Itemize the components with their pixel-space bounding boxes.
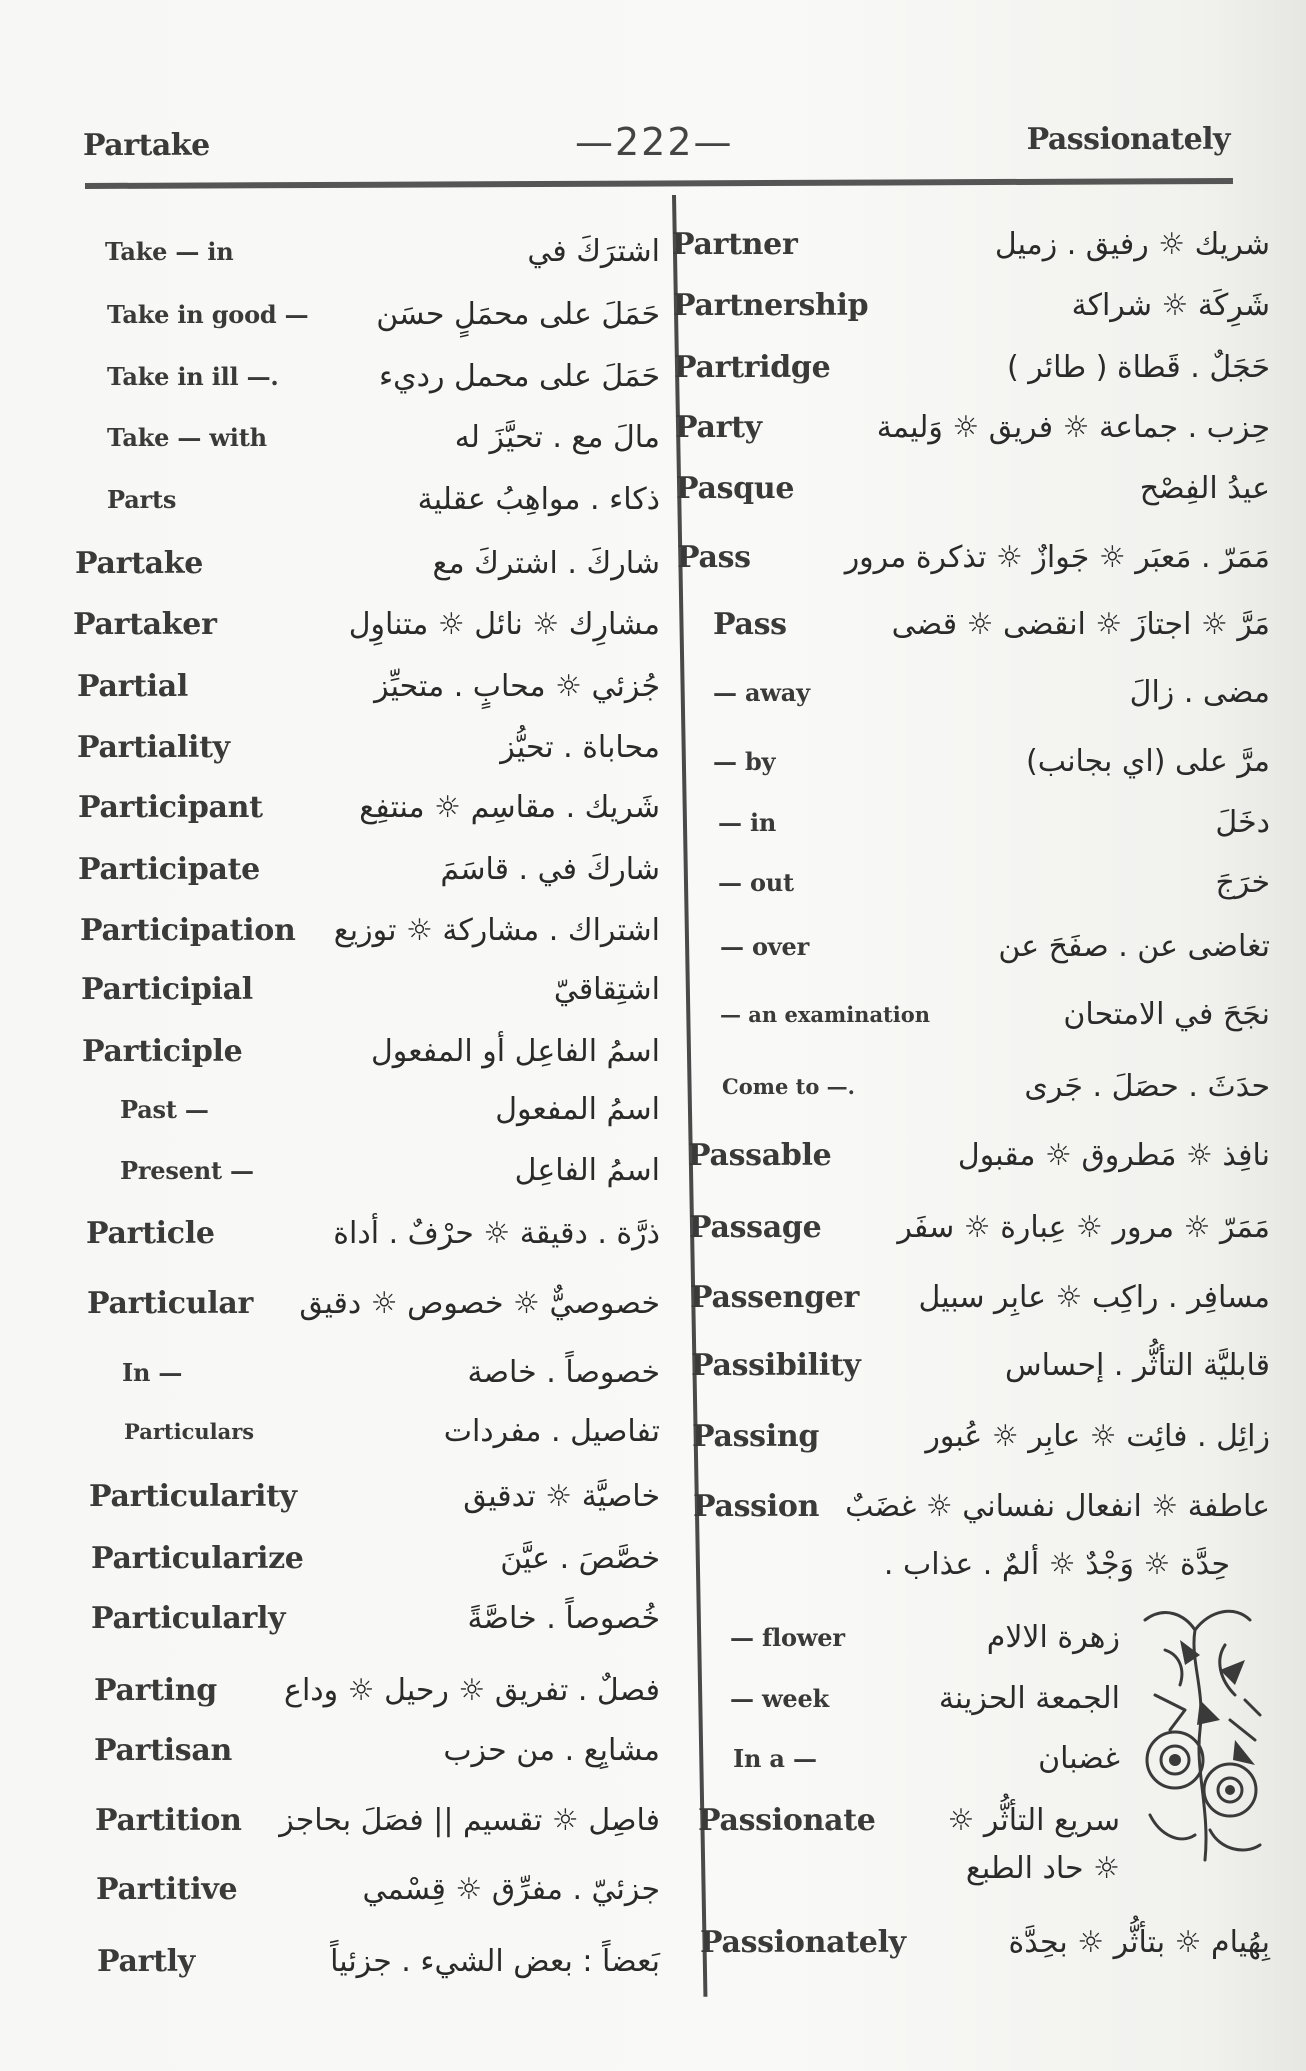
dictionary-entry xyxy=(690,858,1270,906)
headword: Party xyxy=(675,409,762,445)
dictionary-entry xyxy=(0,783,660,831)
dictionary-entry xyxy=(675,403,1270,451)
headword: Passable xyxy=(688,1137,832,1173)
arabic-definition: نجَحَ في الامتحان xyxy=(1063,996,1270,1032)
headword: Parts xyxy=(107,484,177,514)
headword: Partner xyxy=(672,226,798,262)
arabic-definition: زائِل . فائِت ☼ عابِر ☼ عُبور xyxy=(925,1418,1270,1454)
dictionary-entry xyxy=(0,413,660,461)
dictionary-entry xyxy=(0,352,660,400)
arabic-definition: عيدُ الفِصْح xyxy=(1139,470,1270,506)
headword: Participle xyxy=(82,1033,243,1069)
headword: Participial xyxy=(81,971,253,1007)
dictionary-entry xyxy=(690,1203,1270,1251)
headword: — flower xyxy=(730,1622,845,1652)
arabic-definition: مَمَرّ . مَعبَر ☼ جَوازٌ ☼ تذكرة مرور xyxy=(844,539,1270,575)
dictionary-entry xyxy=(690,1540,1270,1588)
arabic-definition: خصَّصَ . عيَّنَ xyxy=(500,1540,660,1576)
dictionary-entry xyxy=(673,281,1270,329)
dictionary-entry xyxy=(690,1482,1270,1530)
arabic-definition: جزئيّ . مفرِّق ☼ قِسْمي xyxy=(362,1871,660,1907)
dictionary-entry xyxy=(690,798,1270,846)
dictionary-entry xyxy=(0,1594,660,1642)
headword: Passenger xyxy=(690,1279,860,1315)
headword: Partisan xyxy=(94,1732,232,1768)
arabic-definition: شَريك . مقاسِم ☼ منتفِع xyxy=(359,789,660,825)
dictionary-entry xyxy=(0,475,660,523)
passion-flower-icon xyxy=(1125,1600,1265,1885)
arabic-definition: شاركَ في . قاسَمَ xyxy=(440,851,660,887)
arabic-definition: خصوصاً . خاصة xyxy=(467,1354,660,1390)
headword: Partaker xyxy=(73,606,217,642)
dictionary-entry xyxy=(690,922,1270,970)
arabic-definition: مرَّ على (اي بجانب) xyxy=(1026,743,1270,779)
dictionary-entry xyxy=(0,1209,660,1257)
arabic-definition: بَعضاً : بعض الشيء . جزئياً xyxy=(330,1943,660,1979)
headword: Partake xyxy=(75,545,204,581)
dictionary-entry xyxy=(677,533,1270,581)
dictionary-entry xyxy=(690,737,1270,785)
arabic-definition: اسمُ الفاعِل أو المفعول xyxy=(370,1033,660,1069)
headword: — away xyxy=(713,677,810,707)
arabic-definition: ذرَّة . دقيقة ☼ حرْفٌ . أداة xyxy=(333,1215,660,1251)
arabic-definition: خصوصيٌّ ☼ خصوص ☼ دقيق xyxy=(299,1285,660,1321)
dictionary-entry xyxy=(0,662,660,710)
headword: Passionate xyxy=(698,1802,876,1838)
arabic-definition: ذكاء . مواهِبُ عقلية xyxy=(417,481,660,517)
arabic-definition: تفاصيل . مفردات xyxy=(443,1413,660,1449)
headword: Come to —. xyxy=(722,1073,855,1099)
dictionary-entry xyxy=(0,290,660,338)
arabic-definition: شريك ☼ رفيق . زميل xyxy=(994,226,1270,262)
arabic-definition: اسمُ المفعول xyxy=(495,1091,660,1127)
arabic-definition: حِدَّة ☼ وَجْدٌ ☼ ألمٌ . عذاب . xyxy=(883,1546,1230,1582)
arabic-definition: اشتراك . مشاركة ☼ توزيع xyxy=(333,912,660,948)
arabic-definition: مسافِر . راكِب ☼ عابِر سبيل xyxy=(918,1279,1270,1315)
headword: Passing xyxy=(692,1418,820,1454)
dictionary-entry xyxy=(690,1131,1270,1179)
arabic-definition: حدَثَ . حصَلَ . جَرى xyxy=(1024,1068,1270,1104)
arabic-definition: خُصوصاً . خاصَّةً xyxy=(467,1600,660,1636)
headword: Passibility xyxy=(691,1347,861,1383)
left-guide-word: Partake xyxy=(83,128,210,163)
arabic-definition: حَمَلَ على محمل رديء xyxy=(379,358,660,394)
dictionary-entry xyxy=(690,1273,1270,1321)
arabic-definition: قابليَّة التأثُّر . إحساس xyxy=(1004,1347,1270,1383)
arabic-definition: فصلٌ . تفريق ☼ رحيل ☼ وداع xyxy=(284,1672,660,1708)
arabic-definition: فاصِل ☼ تقسيم || فصَلَ بحاجز xyxy=(279,1802,660,1838)
headword: — over xyxy=(720,931,810,961)
dictionary-entry xyxy=(690,1412,1270,1460)
arabic-definition: بِهُيام ☼ بتأثُّر ☼ بحِدَّة xyxy=(1008,1924,1270,1960)
headword: Pass xyxy=(677,539,751,575)
headword: Partiality xyxy=(77,729,230,765)
dictionary-entry xyxy=(0,1085,660,1133)
headword: Participate xyxy=(78,851,260,887)
headword: Partition xyxy=(95,1802,242,1838)
headword: Particularize xyxy=(91,1540,304,1576)
headword: Participant xyxy=(78,789,263,825)
dictionary-entry xyxy=(0,1937,660,1985)
dictionary-entry xyxy=(672,220,1270,268)
dictionary-entry xyxy=(690,1062,1270,1110)
headword: Particularity xyxy=(89,1478,297,1514)
dictionary-entry xyxy=(690,1918,1270,1966)
arabic-definition: غضبان xyxy=(1038,1740,1120,1776)
arabic-definition: نافِذ ☼ مَطروق ☼ مقبول xyxy=(957,1137,1270,1173)
arabic-definition: مَرَّ ☼ اجتازَ ☼ انقضى ☼ قضى xyxy=(891,606,1270,642)
dictionary-entry xyxy=(0,1666,660,1714)
arabic-definition: مضى . زالَ xyxy=(1129,674,1270,710)
arabic-definition: زهرة الالام xyxy=(986,1619,1120,1655)
arabic-definition: محاباة . تحيُّز xyxy=(500,729,660,765)
arabic-definition: اشترَكَ في xyxy=(527,233,660,269)
headword: Pasque xyxy=(676,470,795,506)
headword: Particle xyxy=(86,1215,215,1251)
headword: Participation xyxy=(80,912,296,948)
arabic-definition: تغاضى عن . صفَحَ عن xyxy=(998,928,1270,964)
headword: Parting xyxy=(94,1672,217,1708)
headword: Passionately xyxy=(700,1924,906,1960)
headword: — week xyxy=(730,1683,829,1713)
dictionary-entry xyxy=(0,1348,660,1396)
dictionary-entry xyxy=(0,906,660,954)
headword: Partitive xyxy=(96,1871,238,1907)
dictionary-entry xyxy=(690,990,1270,1038)
dictionary-entry xyxy=(0,845,660,893)
headword: Partridge xyxy=(674,349,831,385)
arabic-definition: حَمَلَ على محمَلٍ حسَن xyxy=(376,296,660,332)
headword: Passage xyxy=(689,1209,822,1245)
header-rule xyxy=(85,178,1233,189)
arabic-definition: دخَلَ xyxy=(1215,804,1270,840)
headword: Pass xyxy=(713,606,787,642)
arabic-definition: جُزئي ☼ محابٍ . متحيِّز xyxy=(374,668,660,704)
dictionary-entry xyxy=(0,1796,660,1844)
arabic-definition: مشارِك ☼ نائل ☼ متناوِل xyxy=(348,606,660,642)
dictionary-entry xyxy=(690,600,1270,648)
page-number: —222— xyxy=(575,120,734,164)
arabic-definition: مشايِع . من حزب xyxy=(443,1732,660,1768)
dictionary-entry xyxy=(690,668,1270,716)
dictionary-entry xyxy=(0,1726,660,1774)
headword: Partnership xyxy=(673,287,869,323)
arabic-definition: مالَ مع . تحيَّزَ له xyxy=(454,419,660,455)
arabic-definition: خاصيَّة ☼ تدقيق xyxy=(463,1478,660,1514)
dictionary-entry xyxy=(676,464,1270,512)
dictionary-entry xyxy=(674,343,1270,391)
headword: Particularly xyxy=(91,1600,286,1636)
arabic-definition: شاركَ . اشتركَ مع xyxy=(432,545,660,581)
right-guide-word: Passionately xyxy=(1026,122,1230,157)
arabic-definition: سريع التأثُّر ☼ xyxy=(947,1802,1120,1838)
headword: Take in ill —. xyxy=(107,361,279,391)
headword: — out xyxy=(718,867,794,897)
arabic-definition: شَرِكَة ☼ شراكة xyxy=(1071,287,1270,323)
arabic-definition: خرَجَ xyxy=(1215,864,1270,900)
arabic-definition: حَجَلٌ . قَطاة ( طائر ) xyxy=(1007,349,1270,385)
arabic-definition: حِزب . جماعة ☼ فريق ☼ وَليمة xyxy=(876,409,1270,445)
headword: Take — in xyxy=(105,236,234,266)
headword: Particulars xyxy=(124,1418,255,1444)
arabic-definition: الجمعة الحزينة xyxy=(938,1680,1120,1716)
dictionary-entry xyxy=(0,1472,660,1520)
headword: Take in good — xyxy=(107,299,309,329)
headword: — an examination xyxy=(720,1001,931,1027)
headword: — in xyxy=(718,807,777,837)
headword: Partial xyxy=(77,668,188,704)
dictionary-entry xyxy=(0,600,660,648)
headword: Passion xyxy=(693,1488,820,1524)
headword: — by xyxy=(713,746,776,776)
headword: In — xyxy=(122,1357,183,1387)
arabic-definition: عاطفة ☼ انفعال نفساني ☼ غضَبٌ xyxy=(845,1488,1270,1524)
headword: Present — xyxy=(120,1155,254,1185)
dictionary-entry xyxy=(0,539,660,587)
dictionary-entry xyxy=(0,965,660,1013)
dictionary-entry xyxy=(0,1279,660,1327)
headword: Partly xyxy=(97,1943,195,1979)
headword: In a — xyxy=(733,1743,817,1773)
dictionary-entry xyxy=(0,1146,660,1194)
arabic-definition: اشتِقاقيّ xyxy=(553,971,660,1007)
arabic-definition: اسمُ الفاعِل xyxy=(514,1152,660,1188)
arabic-definition: مَمَرّ ☼ مرور ☼ عِبارة ☼ سفَر xyxy=(897,1209,1270,1245)
dictionary-entry xyxy=(0,723,660,771)
dictionary-entry xyxy=(0,1407,660,1455)
headword: Past — xyxy=(120,1094,209,1124)
arabic-definition: ☼ حاد الطبع xyxy=(965,1850,1120,1886)
dictionary-entry xyxy=(0,1027,660,1075)
dictionary-entry xyxy=(0,1534,660,1582)
dictionary-entry xyxy=(0,227,660,275)
dictionary-entry xyxy=(0,1865,660,1913)
headword: Take — with xyxy=(107,422,267,452)
headword: Particular xyxy=(87,1285,253,1321)
dictionary-entry xyxy=(690,1341,1270,1389)
